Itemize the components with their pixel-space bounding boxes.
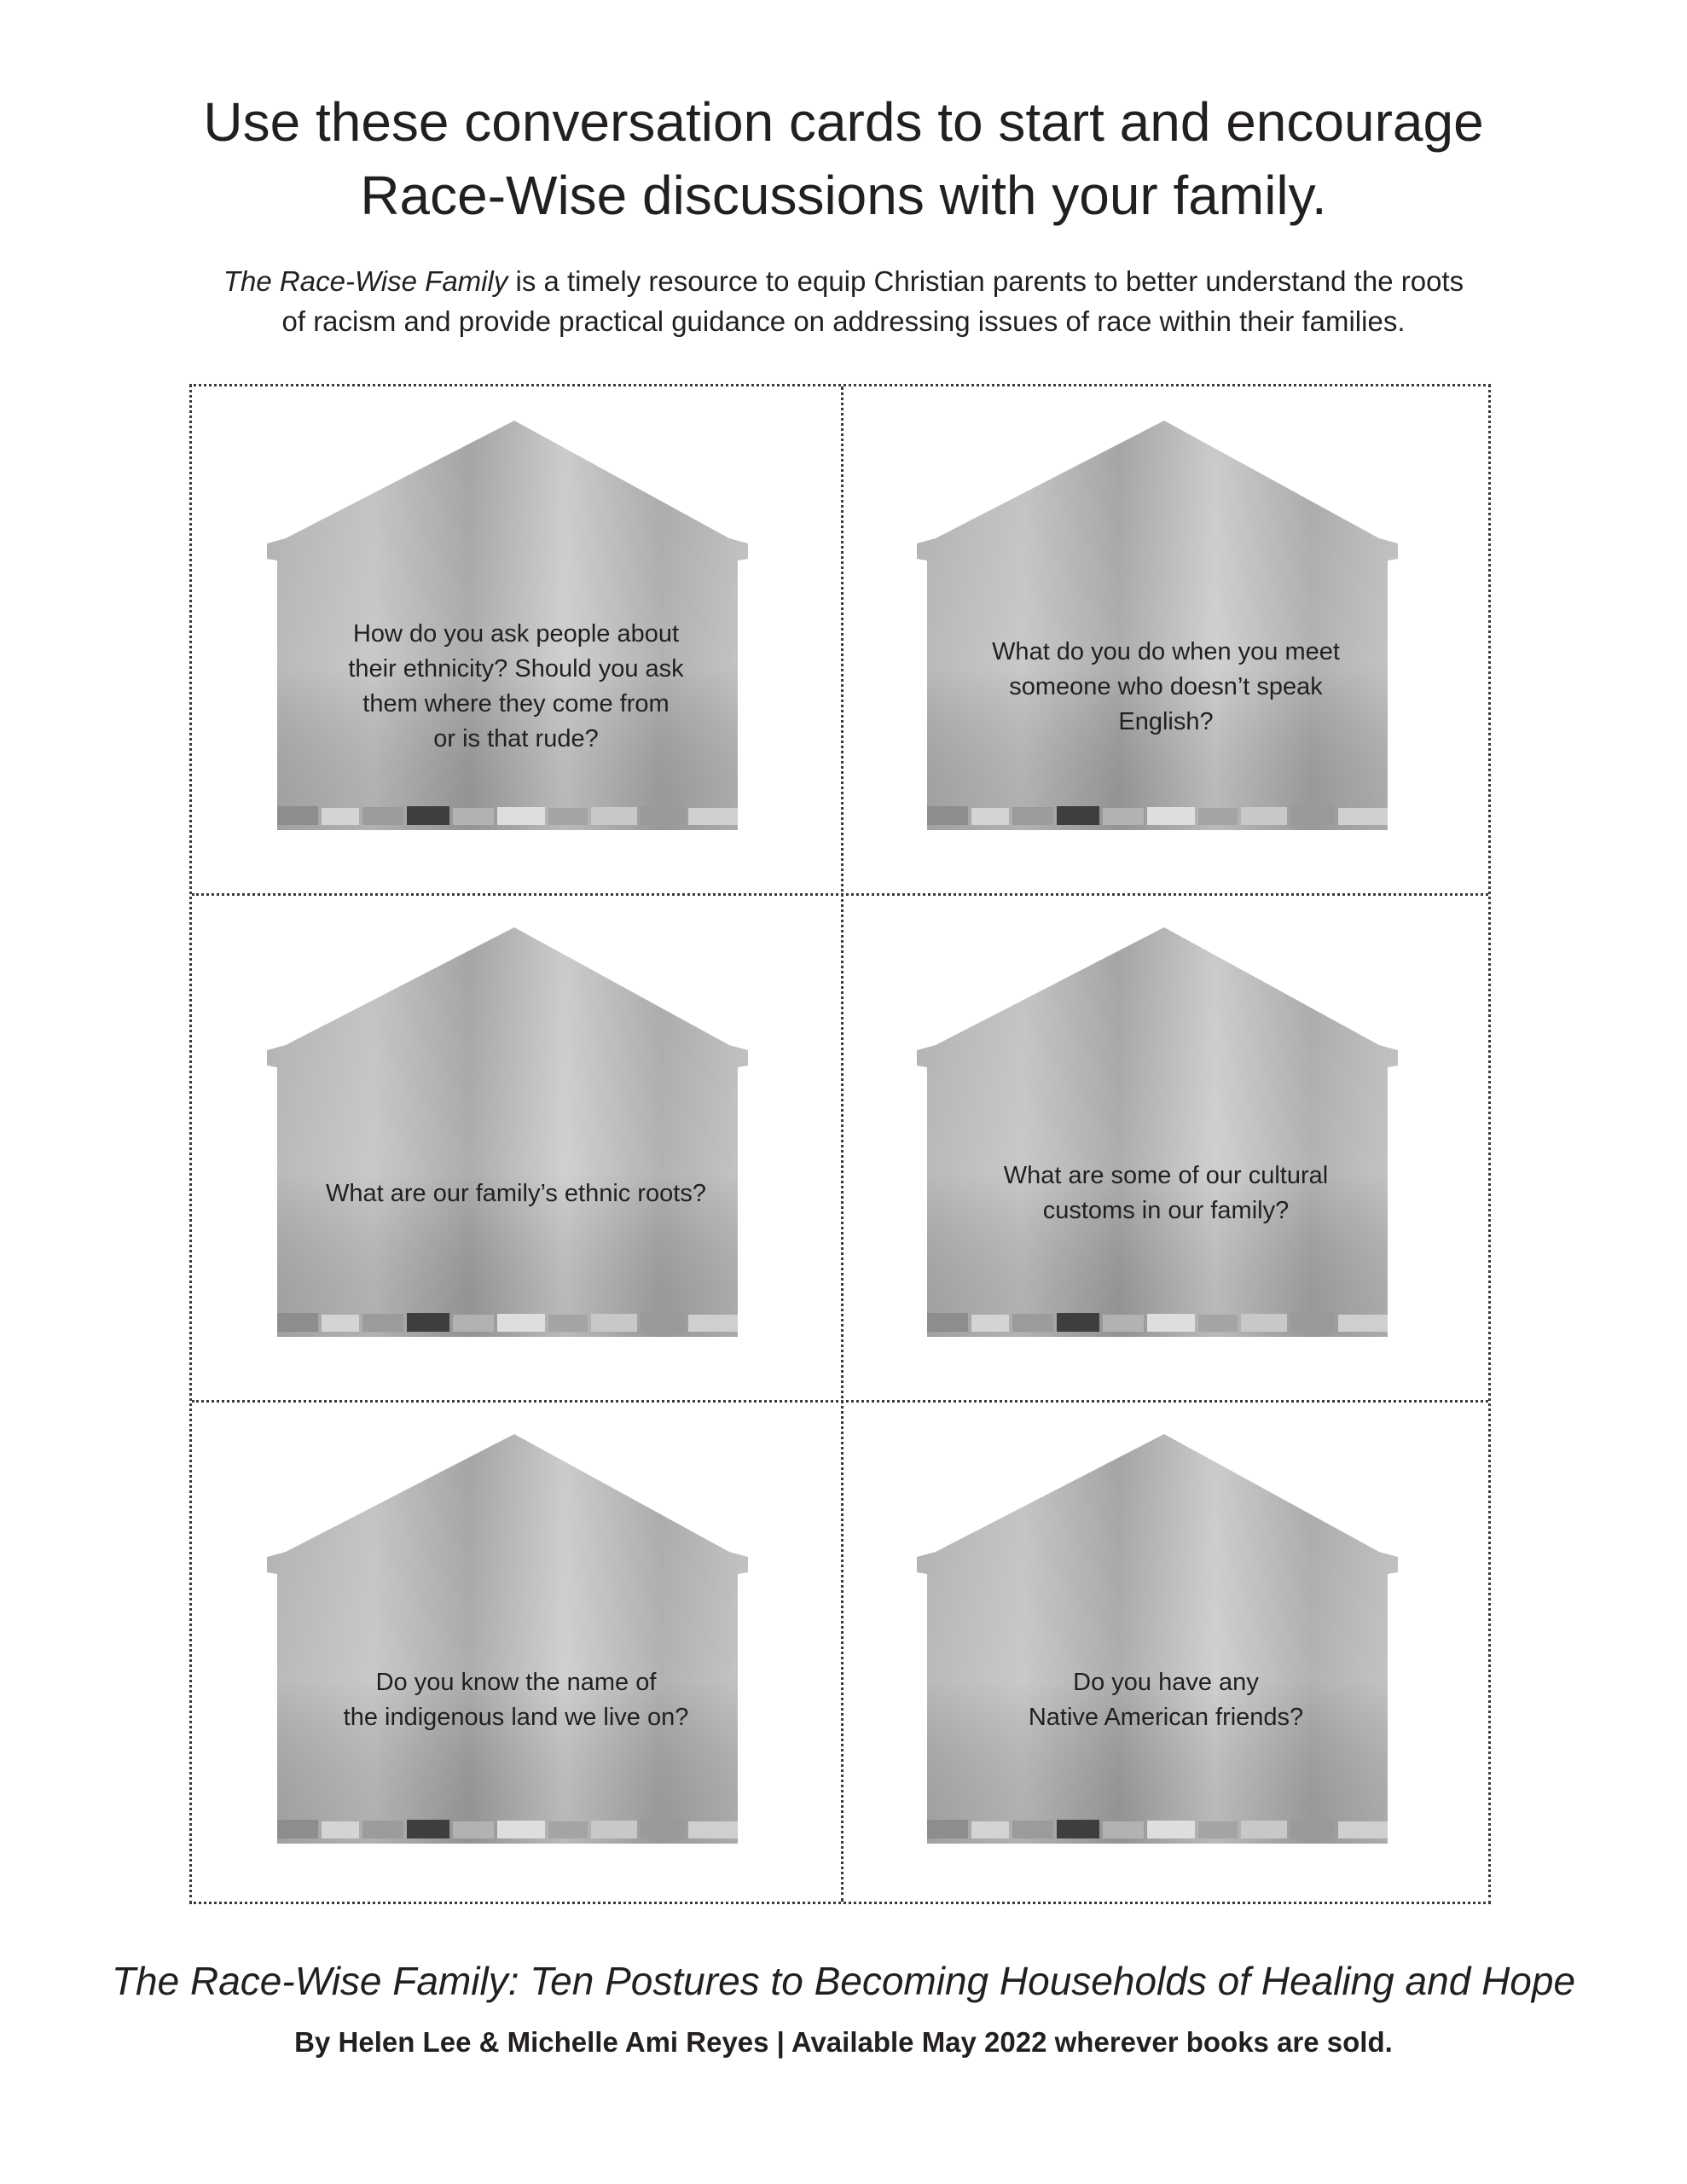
card-question-line: What are our family’s ethnic roots? [326,1179,706,1207]
card-question-line: What are some of our cultural [1003,1162,1329,1189]
card-question-line: someone who doesn’t speak English? [1009,672,1323,735]
card-question [320,1623,712,1777]
conversation-card [842,386,1491,893]
card-question-line: What do you do when you meet [992,637,1340,665]
card-question [320,1117,712,1270]
card-question-line: Do you know the name of [375,1669,657,1696]
card-question-line: Do you have any [1073,1669,1259,1696]
card-question-line: their ethnicity? Should you ask [348,655,684,682]
card-question-line: or is that rude? [433,725,599,752]
card-question [320,610,712,764]
conversation-card [192,1400,841,1907]
card-question [970,1623,1362,1777]
footer-book-title: The Race-Wise Family: Ten Postures to Becoming Households of Healing and Hope [111,1959,1576,2003]
card-question-line: customs in our family? [1042,1197,1290,1224]
conversation-card [192,386,841,893]
headline-line-2: Race-Wise discussions with your family. [360,165,1327,226]
card-question [970,610,1362,764]
conversation-card-grid [189,384,1491,1904]
headline-line-1: Use these conversation cards to start and encourage [203,91,1484,153]
card-question [970,1117,1362,1270]
card-question-line: Native American friends? [1028,1704,1304,1731]
conversation-card [842,893,1491,1400]
intro-book-title: The Race-Wise Family [223,265,508,297]
footer-byline: By Helen Lee & Michelle Ami Reyes | Available May 2022 wherever books are sold. [294,2026,1393,2058]
conversation-card [842,1400,1491,1907]
page-headline [0,85,1687,232]
card-question-line: How do you ask people about [352,620,680,648]
intro-line-2: of racism and provide practical guidance on addressing issues of race within their families. [281,305,1406,337]
conversation-card [192,893,841,1400]
intro-line-1-rest: is a timely resource to equip Christian parents to better understand the roots [507,265,1464,297]
intro-line-1 [0,261,1687,301]
intro-paragraph [0,261,1687,341]
card-question-line: them where they come from [362,690,670,717]
card-question-line: the indigenous land we live on? [343,1704,689,1731]
